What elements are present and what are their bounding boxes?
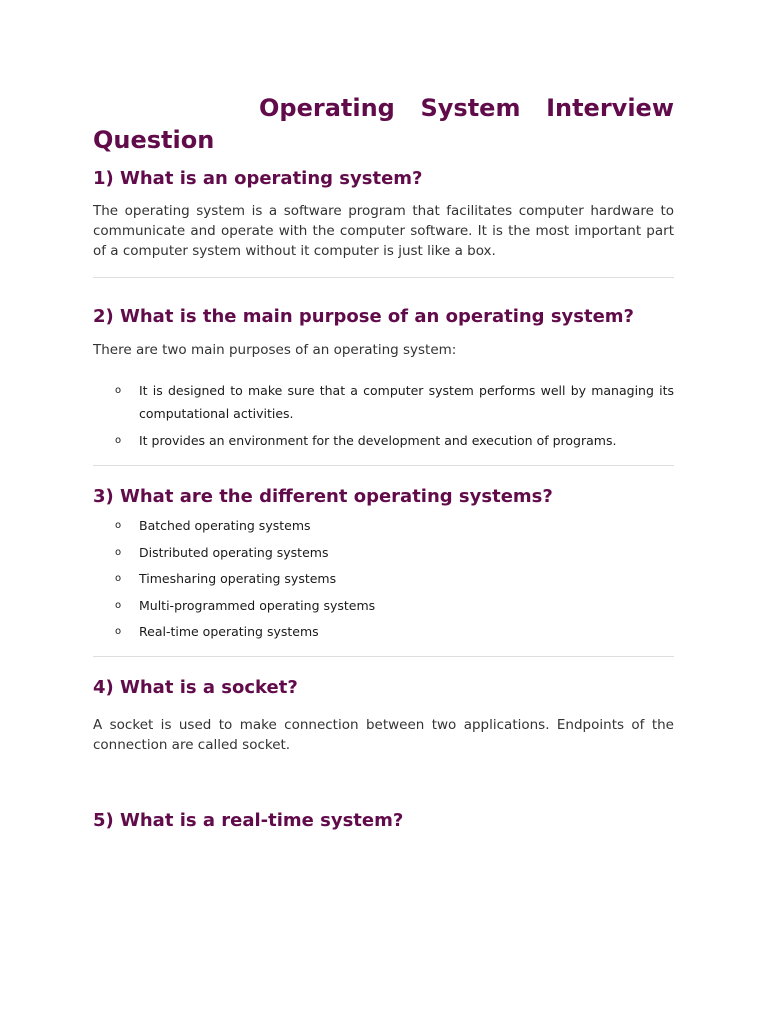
list-item (93, 594, 674, 617)
section-divider (93, 465, 674, 466)
list-item (93, 567, 674, 590)
question-2-answer: There are two main purposes of an operating system: (93, 342, 457, 358)
list-item-text: Timesharing operating systems (139, 571, 337, 586)
bullet-icon: o (115, 573, 122, 584)
list-item (93, 541, 674, 564)
list-item (93, 514, 674, 537)
document-page (93, 0, 674, 834)
list-item-text: Real-time operating systems (139, 624, 319, 639)
list-item (93, 429, 674, 452)
question-2-heading: 2) What is the main purpose of an operating system? (93, 306, 635, 327)
list-item-text: Batched operating systems (139, 518, 311, 533)
question-4-answer: A socket is used to make connection between two applications. Endpoints of the connection are called socket. (93, 717, 674, 753)
question-1-heading: 1) What is an operating system? (93, 168, 423, 189)
question-3-bullet-list (93, 514, 674, 643)
document-title: Operating System Interview Question (93, 94, 674, 154)
section-divider (93, 656, 674, 657)
bullet-icon: o (115, 520, 122, 531)
list-item-text: It is designed to make sure that a computer system performs well by managing its computational activities. (139, 383, 674, 421)
section-divider (93, 277, 674, 278)
list-item-text: Distributed operating systems (139, 544, 329, 560)
bullet-icon: o (115, 599, 122, 611)
list-item-text: Multi-programmed operating systems (139, 597, 376, 613)
question-4-heading: 4) What is a socket? (93, 677, 298, 698)
list-item (93, 379, 674, 425)
question-1-answer: The operating system is a software program that facilitates computer hardware to communicate and operate with the computer software. It is the most important part of a computer system without it computer is just like a box. (93, 203, 674, 259)
bullet-icon: o (115, 626, 122, 637)
bullet-icon: o (115, 385, 122, 396)
list-item-text: It provides an environment for the development and execution of programs. (139, 433, 617, 448)
question-2-bullet-list (93, 379, 674, 452)
list-item (93, 620, 674, 643)
bullet-icon: o (115, 546, 122, 558)
question-3-heading: 3) What are the different operating systems? (93, 486, 553, 507)
question-5-heading: 5) What is a real-time system? (93, 810, 404, 831)
bullet-icon: o (115, 435, 122, 446)
